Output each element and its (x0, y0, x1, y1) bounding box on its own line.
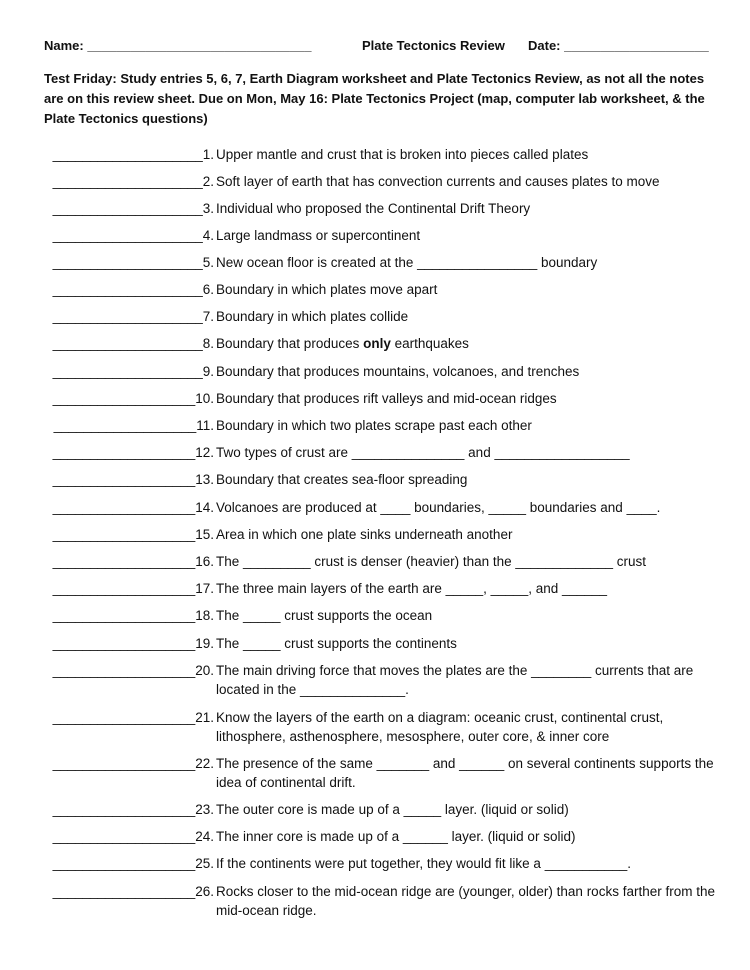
question-text: Boundary in which plates collide (216, 309, 409, 324)
question-text: Upper mantle and crust that is broken into pieces called plates (216, 147, 589, 162)
answer-blank: ___________________17. (52, 581, 214, 596)
question-text: Large landmass or supercontinent (216, 228, 421, 243)
question-text: Rocks closer to the mid-ocean ridge are (younger, older) than rocks farther from the mid-ocean ridge. (216, 884, 715, 918)
question-text: Boundary that produces mountains, volcanoes, and trenches (216, 364, 580, 379)
question-text: Individual who proposed the Continental Drift Theory (216, 201, 531, 216)
answer-blank: ___________________19. (52, 636, 214, 651)
question-text: The main driving force that moves the plates are the ________ currents that are located in the ______________. (216, 663, 694, 697)
question-text: Two types of crust are _______________ and __________________ (216, 445, 630, 460)
answer-blank: ____________________6. (52, 282, 214, 297)
question-text: The inner core is made up of a ______ layer. (liquid or solid) (216, 829, 576, 844)
answer-blank: ___________________22. (52, 756, 214, 771)
question-text-post: earthquakes (390, 336, 469, 351)
answer-blank: ___________________25. (52, 856, 214, 871)
question-text: Boundary in which plates move apart (216, 282, 438, 297)
answer-blank: ___________________21. (52, 710, 214, 725)
answer-blank: ___________________13. (52, 472, 214, 487)
question-text: If the continents were put together, they would fit like a ___________. (216, 856, 632, 871)
answer-blank: ___________________16. (52, 554, 214, 569)
answer-blank: ___________________18. (52, 608, 214, 623)
question-text: The outer core is made up of a _____ layer. (liquid or solid) (216, 802, 569, 817)
emphasis-word: only (363, 336, 391, 351)
answer-blank: ____________________8. (52, 336, 214, 351)
answer-blank: ____________________5. (52, 255, 214, 270)
page-title: Plate Tectonics Review (362, 38, 505, 53)
answer-blank: ___________________10. (52, 391, 214, 406)
question-text: The _____ crust supports the continents (216, 636, 457, 651)
question-text: The three main layers of the earth are _____, _____, and ______ (216, 581, 608, 596)
question-text-pre: Boundary that produces (216, 336, 364, 351)
answer-blank: ____________________3. (52, 201, 214, 216)
question-text: Soft layer of earth that has convection currents and causes plates to move (216, 174, 660, 189)
question-text (216, 334, 721, 353)
answer-blank: ___________________15. (52, 527, 214, 542)
answer-blank: ____________________9. (52, 364, 214, 379)
question-text: Boundary that produces rift valleys and mid-ocean ridges (216, 391, 557, 406)
question-text: The presence of the same _______ and ______ on several continents supports the idea of continental drift. (216, 756, 714, 790)
question-text: Area in which one plate sinks underneath another (216, 527, 513, 542)
question-text: Boundary that creates sea-floor spreading (216, 472, 468, 487)
answer-blank: ___________________11. (53, 418, 214, 433)
answer-blank: ___________________24. (52, 829, 214, 844)
answer-blank: ___________________20. (52, 663, 214, 678)
question-text: New ocean floor is created at the ________________ boundary (216, 255, 598, 270)
question-text: The _____ crust supports the ocean (216, 608, 433, 623)
answer-blank: ___________________12. (52, 445, 214, 460)
answer-blank: ___________________23. (52, 802, 214, 817)
answer-blank: ____________________7. (52, 309, 214, 324)
instructions: Test Friday: Study entries 5, 6, 7, Earth Diagram worksheet and Plate Tectonics Review, as not all the notes are on this review sheet. Due on Mon, May 16: Plate Tectonics Project (map, computer lab worksheet, & the Plate Tectonics questions) (44, 71, 705, 126)
question-text: Know the layers of the earth on a diagram: oceanic crust, continental crust, lithosphere, asthenosphere, mesosphere, outer core, & inner core (216, 710, 664, 744)
date-field-label: Date: ____________________ (528, 38, 709, 53)
answer-blank: ___________________26. (52, 884, 214, 899)
question-text: Boundary in which two plates scrape past each other (216, 418, 532, 433)
answer-blank: ___________________14. (52, 500, 214, 515)
answer-blank: ____________________1. (52, 147, 214, 162)
answer-blank: ____________________2. (52, 174, 214, 189)
question-text: The _________ crust is denser (heavier) than the _____________ crust (216, 554, 647, 569)
question-text: Volcanoes are produced at ____ boundaries, _____ boundaries and ____. (216, 500, 661, 515)
answer-blank: ____________________4. (52, 228, 214, 243)
name-field-label: Name: _______________________________ (44, 38, 312, 53)
